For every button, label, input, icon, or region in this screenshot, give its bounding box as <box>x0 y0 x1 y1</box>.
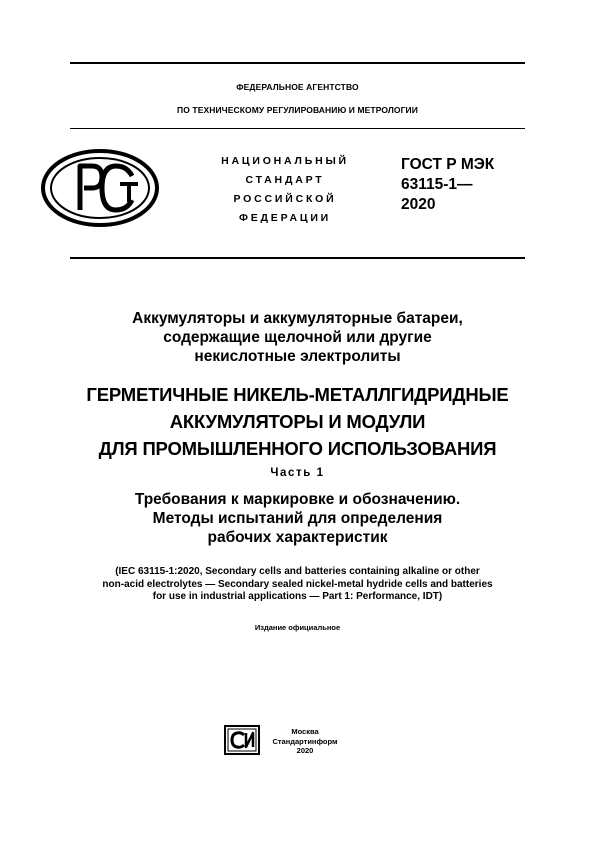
gost-logo-icon <box>40 148 160 228</box>
subtitle-line-1: Требования к маркировке и обозначению. <box>134 491 461 508</box>
agency-line-2: ПО ТЕХНИЧЕСКОМУ РЕГУЛИРОВАНИЮ И МЕТРОЛОГИИ <box>177 105 418 115</box>
series-title <box>0 309 595 366</box>
standard-type <box>195 152 375 228</box>
publisher-year: 2020 <box>296 746 314 755</box>
main-title <box>0 381 595 462</box>
designation-line-1: ГОСТ Р МЭК <box>401 156 495 173</box>
part-label: Часть 1 <box>270 467 325 479</box>
series-title-line-3: некислотные электролиты <box>194 348 401 365</box>
series-title-line-2: содержащие щелочной или другие <box>163 329 432 346</box>
designation-line-2: 63115-1— <box>401 176 473 193</box>
series-title-line-1: Аккумуляторы и аккумуляторные батареи, <box>132 310 463 327</box>
main-title-line-1: ГЕРМЕТИЧНЫЕ НИКЕЛЬ-МЕТАЛЛГИДРИДНЫЕ <box>86 384 509 405</box>
standard-type-line-3: РОССИЙСКОЙ <box>233 193 337 205</box>
gost-logo <box>40 148 160 228</box>
subtitle-line-3: рабочих характеристик <box>207 529 388 546</box>
top-rule <box>70 62 525 64</box>
iec-reference-line-1: (IEC 63115-1:2020, Secondary cells and batteries containing alkaline or other <box>115 566 480 577</box>
publisher-logo-icon <box>224 725 260 755</box>
publisher-name: Стандартинформ <box>272 736 338 746</box>
main-title-line-3: ДЛЯ ПРОМЫШЛЕННОГО ИСПОЛЬЗОВАНИЯ <box>98 438 497 459</box>
publisher-city: Москва <box>291 727 319 736</box>
subtitle <box>0 490 595 547</box>
standard-type-line-4: ФЕДЕРАЦИИ <box>238 212 332 224</box>
header-rule <box>70 128 525 129</box>
iec-reference-line-3: for use in industrial applications — Part 1: Performance, IDT) <box>152 591 443 602</box>
main-title-line-2: АККУМУЛЯТОРЫ И МОДУЛИ <box>169 411 426 432</box>
standard-designation <box>401 155 531 215</box>
publisher-info <box>270 727 340 756</box>
standard-type-line-1: НАЦИОНАЛЬНЫЙ <box>221 155 349 167</box>
publisher-logo <box>224 725 260 755</box>
iec-reference-line-2: non-acid electrolytes — Secondary sealed nickel-metal hydride cells and batteries <box>102 578 493 590</box>
designation-line-3: 2020 <box>401 196 436 213</box>
iec-reference <box>0 566 595 604</box>
subtitle-line-2: Методы испытаний для определения <box>152 510 443 527</box>
agency-line-1: ФЕДЕРАЛЬНОЕ АГЕНТСТВО <box>236 82 359 92</box>
edition-note: Издание официальное <box>254 623 341 632</box>
designation-rule <box>70 257 525 259</box>
standard-type-line-2: СТАНДАРТ <box>245 174 325 186</box>
